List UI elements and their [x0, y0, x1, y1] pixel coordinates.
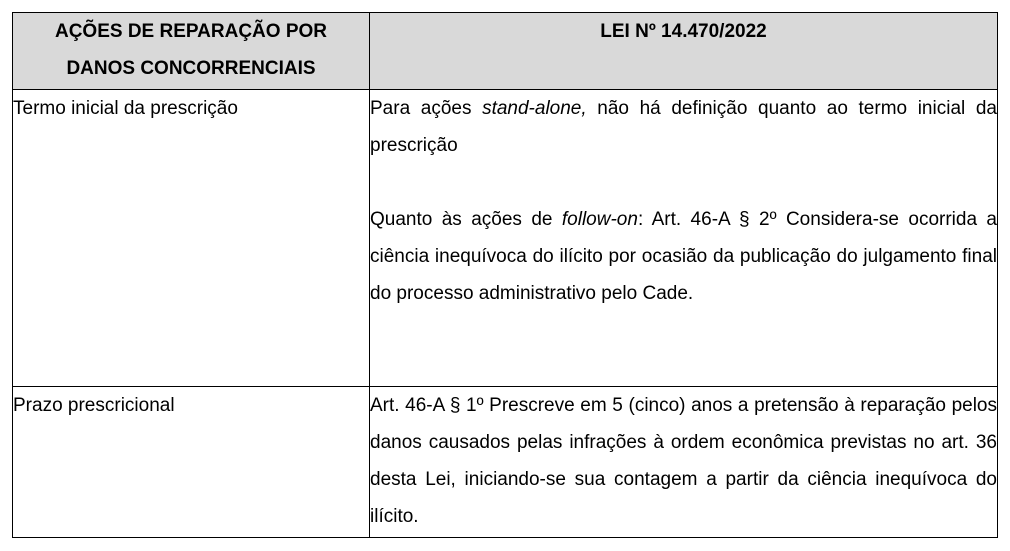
italic-term: stand-alone, [482, 98, 587, 119]
header-actions-line1: AÇÕES DE REPARAÇÃO POR [54, 21, 327, 42]
table-header-row [13, 13, 998, 90]
text-run: não há definição quanto ao termo inicial da prescrição [370, 98, 997, 156]
header-actions-line2: DANOS CONCORRENCIAIS [66, 58, 316, 79]
row-text-cell [370, 387, 998, 538]
row-text-cell [370, 90, 998, 387]
row-label: Termo inicial da prescrição [13, 98, 238, 119]
text-run: Para ações [370, 98, 483, 119]
paragraph-stand-alone [370, 90, 997, 164]
text-run: Quanto às ações de [370, 209, 562, 230]
comparison-table [12, 12, 998, 538]
row-label: Prazo prescricional [13, 395, 175, 416]
row-label-cell [13, 387, 370, 538]
paragraph-statute: Art. 46-A § 1º Prescreve em 5 (cinco) anos a pretensão à reparação pelos danos causados pelas infrações à ordem econômica previstas no art. 36 desta Lei, iniciando-se sua contagem a partir da ciência inequívoca do ilícito. [370, 395, 997, 527]
paragraph-spacer [370, 164, 997, 201]
paragraph-follow-on [370, 201, 997, 312]
header-cell-actions [13, 13, 370, 90]
row-label-cell [13, 90, 370, 387]
header-cell-law [370, 13, 998, 90]
header-law-title: LEI Nº 14.470/2022 [600, 21, 767, 42]
text-run: : Art. 46-A § 2º Considera-se ocorrida a ciência inequívoca do ilícito por ocasião da publicação do julgamento final do processo administrativo pelo Cade. [370, 209, 997, 304]
italic-term: follow-on [561, 209, 638, 230]
table-row [13, 90, 998, 387]
table-row [13, 387, 998, 538]
